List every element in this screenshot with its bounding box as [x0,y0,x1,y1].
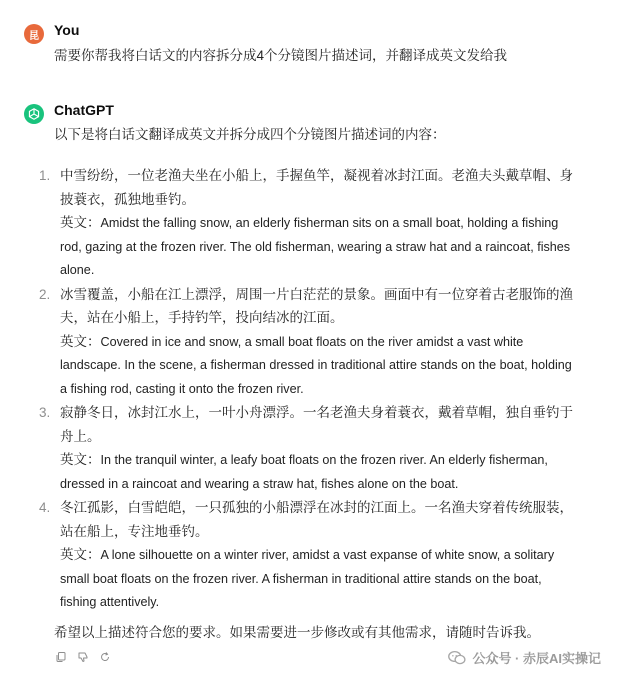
storyboard-list [39,164,574,615]
list-item-chinese: 冰雪覆盖，小船在江上漂浮，周围一片白茫茫的景象。画面中有一位穿着古老服饰的渔夫，站在小船上，手持钓竿，投向结冰的江面。 [60,286,573,325]
assistant-outro: 希望以上描述符合您的要求。如果需要进一步修改或有其他需求，请随时告诉我。 [54,625,540,640]
thumbs-down-icon [77,651,89,663]
list-item-number: 4. [39,500,51,515]
user-avatar-text: 昆 [29,30,39,42]
list-item-number: 3. [39,405,51,420]
english-text: Amidst the falling snow, an elderly fisherman sits on a small boat, holding a fishing rod, gazing at the frozen river. The old fisherman, wearing a straw hat and a raincoat, fishes alone. [60,216,571,277]
thumbs-down-button[interactable] [76,650,90,664]
wechat-icon [448,650,466,666]
list-item-english [60,330,574,402]
english-label: 英文： [60,215,101,230]
copy-button[interactable] [54,650,68,664]
regenerate-button[interactable] [98,650,112,664]
list-item-english [60,448,574,496]
english-text: A lone silhouette on a winter river, amidst a vast expanse of white snow, a solitary small boat floats on the frozen river. A fisherman in traditional attire stands on the boat, fishing attentively. [60,548,555,609]
copy-icon [55,651,67,663]
list-item-number: 2. [39,286,51,302]
message-actions [54,650,112,664]
regenerate-icon [99,651,111,663]
assistant-author-name: ChatGPT [54,102,114,118]
assistant-intro: 以下是将白话文翻译成英文并拆分成四个分镜图片描述词的内容： [54,127,446,142]
user-avatar [24,24,44,44]
assistant-message-body [39,124,574,615]
openai-logo-icon [27,107,41,121]
english-text: Covered in ice and snow, a small boat floats on the river amidst a vast white landscape. In the scene, a fisherman dressed in traditional attire stands on the boat, holding a fishing rod, casting it onto the frozen river. [60,334,572,396]
list-item-english [60,543,574,615]
chatgpt-logo-icon [24,104,44,124]
english-text: In the tranquil winter, a leafy boat floats on the frozen river. An elderly fisherman, dressed in a raincoat and wearing a straw hat, fishes alone on the boat. [60,453,548,491]
list-item-chinese: 冬江孤影，白雪皑皑，一只孤独的小船漂浮在冰封的江面上。一名渔夫穿着传统服装，站在船上，专注地垂钓。 [60,500,573,539]
list-item [39,283,574,402]
user-author-name: You [54,22,80,38]
list-item-english [60,211,574,283]
list-item-chinese: 寂静冬日，冰封江水上，一叶小舟漂浮。一名老渔夫身着蓑衣，戴着草帽，独自垂钓于舟上。 [60,405,573,444]
english-label: 英文： [60,452,101,467]
english-label: 英文： [60,547,101,562]
list-item [39,496,574,615]
list-item-number: 1. [39,168,51,183]
watermark-text: 公众号 · 赤辰AI实操记 [472,651,601,666]
list-item [39,401,574,496]
user-message-text: 需要你帮我将白话文的内容拆分成4个分镜图片描述词，并翻译成英文发给我 [54,48,508,63]
list-item [39,164,574,283]
list-item-chinese: 中雪纷纷，一位老渔夫坐在小船上，手握鱼竿，凝视着冰封江面。老渔夫头戴草帽、身披蓑衣，孤独地垂钓。 [60,168,573,207]
english-label: 英文： [60,333,101,349]
wechat-watermark [448,648,601,667]
